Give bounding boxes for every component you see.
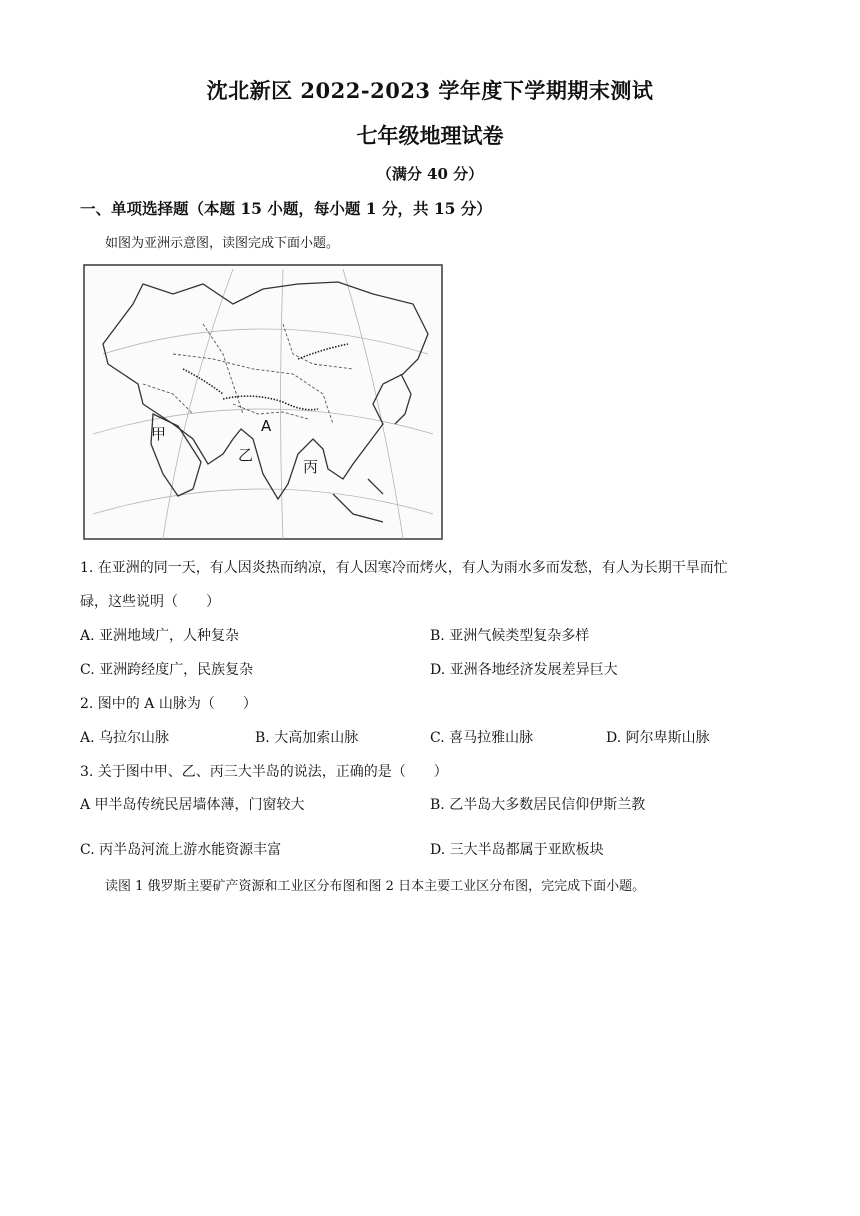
question-2-option-a[interactable]: A. 乌拉尔山脉 — [80, 730, 170, 746]
question-2-option-b[interactable]: B. 大高加索山脉 — [255, 730, 359, 746]
map-intro: 如图为亚洲示意图，读图完成下面小题。 — [105, 236, 340, 251]
score-note: （满分 40 分） — [376, 165, 484, 183]
map-label-bing: 丙 — [303, 458, 319, 476]
exam-subtitle: 七年级地理试卷 — [356, 123, 504, 148]
question-3-stem: 3. 关于图中甲、乙、丙三大半岛的说法，正确的是（ ） — [80, 764, 448, 780]
question-1-option-d[interactable]: D. 亚洲各地经济发展差异巨大 — [430, 662, 618, 678]
next-question-intro: 读图 1 俄罗斯主要矿产资源和工业区分布图和图 2 日本主要工业区分布图，完完成下面小题。 — [105, 879, 646, 894]
question-2-option-d[interactable]: D. 阿尔卑斯山脉 — [606, 730, 710, 746]
question-2-option-c[interactable]: C. 喜马拉雅山脉 — [430, 730, 534, 746]
question-3-option-d[interactable]: D. 三大半岛都属于亚欧板块 — [430, 842, 604, 858]
question-1-option-a[interactable]: A. 亚洲地域广，人种复杂 — [80, 628, 240, 644]
question-1-option-c[interactable]: C. 亚洲跨经度广，民族复杂 — [80, 662, 254, 678]
question-1-option-b[interactable]: B. 亚洲气候类型复杂多样 — [430, 628, 590, 644]
asia-map — [83, 264, 443, 540]
question-2-stem: 2. 图中的 A 山脉为（ ） — [80, 696, 257, 712]
question-3-option-b[interactable]: B. 乙半岛大多数居民信仰伊斯兰教 — [430, 797, 646, 813]
map-label-jia: 甲 — [151, 425, 167, 443]
question-1-stem: 1. 在亚洲的同一天，有人因炎热而纳凉，有人因寒冷而烤火，有人为雨水多而发愁，有人为长期干旱而忙 — [80, 560, 728, 576]
question-1-stem-cont: 碌，这些说明（ ） — [80, 594, 220, 610]
question-3-option-a[interactable]: A 甲半岛传统民居墙体薄，门窗较大 — [80, 797, 305, 813]
map-label-a: A — [261, 417, 272, 435]
question-3-option-c[interactable]: C. 丙半岛河流上游水能资源丰富 — [80, 842, 282, 858]
map-label-yi: 乙 — [238, 446, 254, 464]
section-heading: 一、单项选择题（本题 15 小题，每小题 1 分，共 15 分） — [80, 199, 492, 218]
exam-title: 沈北新区 2022-2023 学年度下学期期末测试 — [206, 78, 654, 103]
